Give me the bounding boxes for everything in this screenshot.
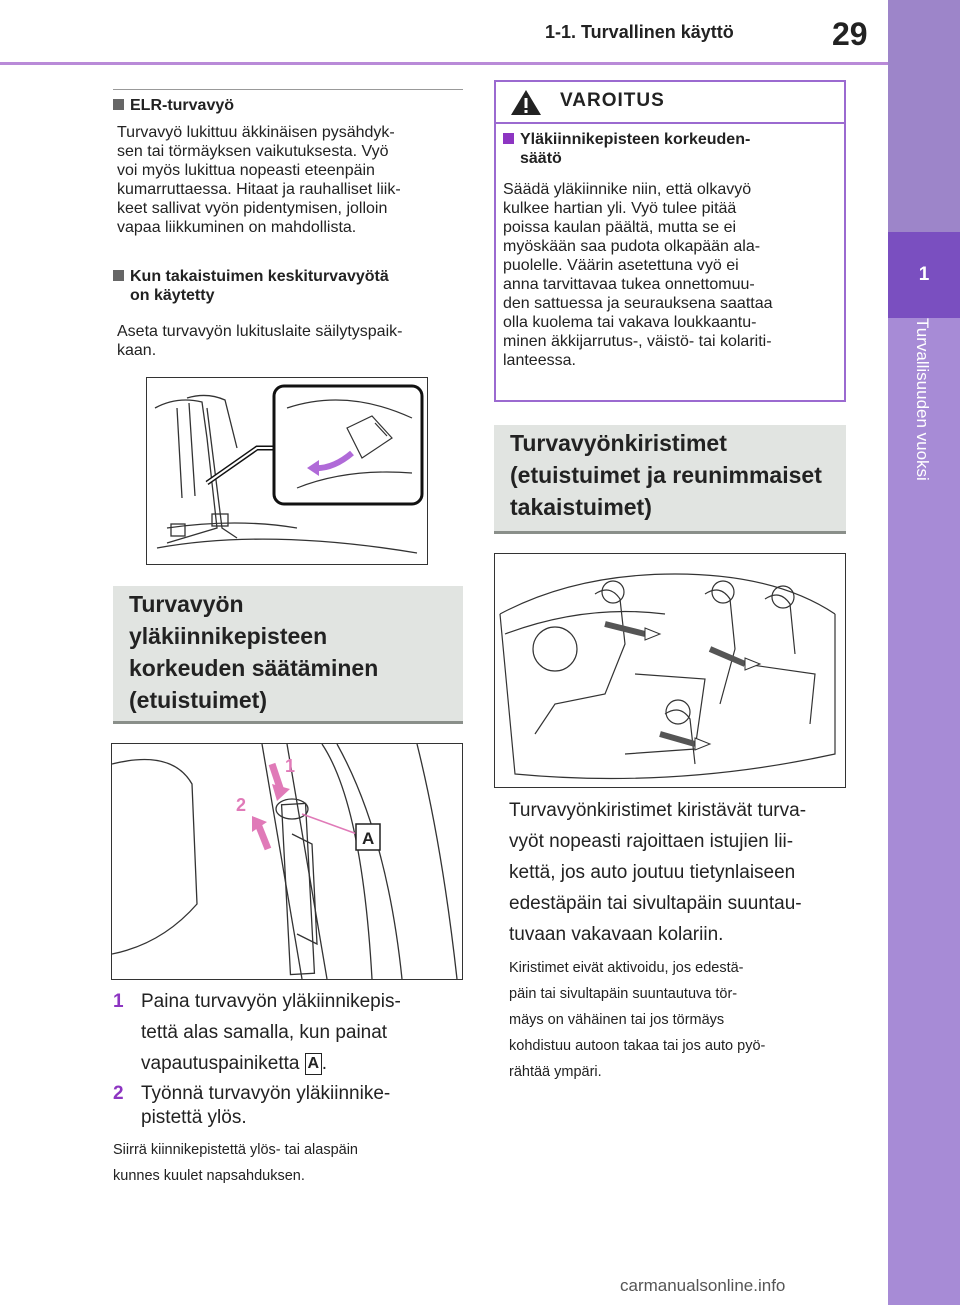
tensioner-note: Kiristimet eivät aktivoidu, jos edestä- päin tai sivultapäin suuntautuva tör- mäys on vähäinen tai jos törmäys kohdistuu autoon takaa tai jos auto pyö- rähtää ympäri. — [509, 960, 766, 1080]
section-rule — [113, 89, 463, 90]
chapter-label-wrap — [888, 318, 960, 578]
label-1: 1 — [285, 756, 296, 776]
page-number: 29 — [832, 16, 868, 52]
warning-header — [496, 82, 844, 124]
warning-title: VAROITUS — [560, 90, 665, 111]
anchor-drawing — [112, 744, 462, 979]
square-bullet-icon — [113, 99, 124, 110]
header-rule — [0, 62, 888, 65]
warning-triangle-icon — [510, 88, 542, 116]
chapter-label: Turvallisuuden vuoksi — [913, 318, 932, 481]
label-a: A — [362, 829, 375, 848]
car-occupants-drawing — [495, 554, 845, 787]
tensioner-text: Turvavyönkiristimet kiristävät turva- vyöt nopeasti rajoittaen istujien lii- kettä, jos auto joutuu tietynlaiseen edestäpäin tai sivultapäin suuntau- tuvaan vakavaan kolariin. — [509, 800, 807, 945]
shoulder-anchor-illustration — [111, 743, 463, 980]
center-belt-heading: Kun takaistuimen keskiturvavyötä on käytetty — [113, 267, 389, 305]
warning-box — [494, 80, 846, 402]
center-belt-text: Aseta turvavyön lukituslaite säilytyspaik- kaan. — [117, 323, 403, 359]
step-1: 1 Paina turvavyön yläkiinnikepis- tettä alas samalla, kun painat vapautuspainiketta A . — [113, 991, 401, 1074]
tensioner-heading-box: Turvavyönkiristimet (etuistuimet ja reunimmaiset takaistuimet) — [494, 425, 846, 534]
anchor-adjust-heading-box: Turvavyön yläkiinnikepisteen korkeuden säätäminen (etuistuimet) — [113, 586, 463, 724]
chapter-number: 1 — [888, 232, 960, 318]
warning-text: Säädä yläkiinnike niin, että olkavyö kulkee hartian yli. Vyö tulee pitää poissa kaulan päältä, mutta se ei myöskään saa pudota olkapään ala- puolelle. Väärin asetettuna vyö ei anna tarvittavaa tukea onnettomuu- den sattuessa ja seurauksena saattaa olla kuolema tai vakava loukkaantu- minen äkkijarrutus-, väistö- tai kolariti- lanteessa. — [503, 181, 773, 369]
tensioner-illustration — [494, 553, 846, 788]
rear-seat-buckle-illustration — [146, 377, 428, 565]
rear-seat-drawing — [147, 378, 427, 564]
elr-heading: ELR-turvavyö — [113, 96, 234, 115]
label-2: 2 — [236, 795, 247, 815]
square-bullet-icon — [503, 133, 514, 144]
warning-heading: Yläkiinnikepisteen korkeuden- säätö — [503, 130, 750, 168]
sidebar-top — [888, 0, 960, 232]
adjust-note: Siirrä kiinnikepistettä ylös- tai alaspäin kunnes kuulet napsahduksen. — [113, 1142, 358, 1184]
badge-a: A — [305, 1053, 322, 1075]
section-title: 1-1. Turvallinen käyttö — [545, 22, 734, 42]
elr-text: Turvavyö lukittuu äkkinäisen pysähdyk- sen tai törmäyksen vaikutuksesta. Vyö voi myös lukittua nopeasti eteenpäin kumarruttaessa. Hitaat ja rauhalliset liik- keet sallivat vyön pidentymisen, jolloin vapaa liikkuminen on mahdollista. — [117, 124, 401, 236]
step-2: 2 Työnnä turvavyön yläkiinnike- pistettä ylös. — [113, 1083, 391, 1128]
watermark: carmanualsonline.info — [620, 1276, 786, 1295]
square-bullet-icon — [113, 270, 124, 281]
